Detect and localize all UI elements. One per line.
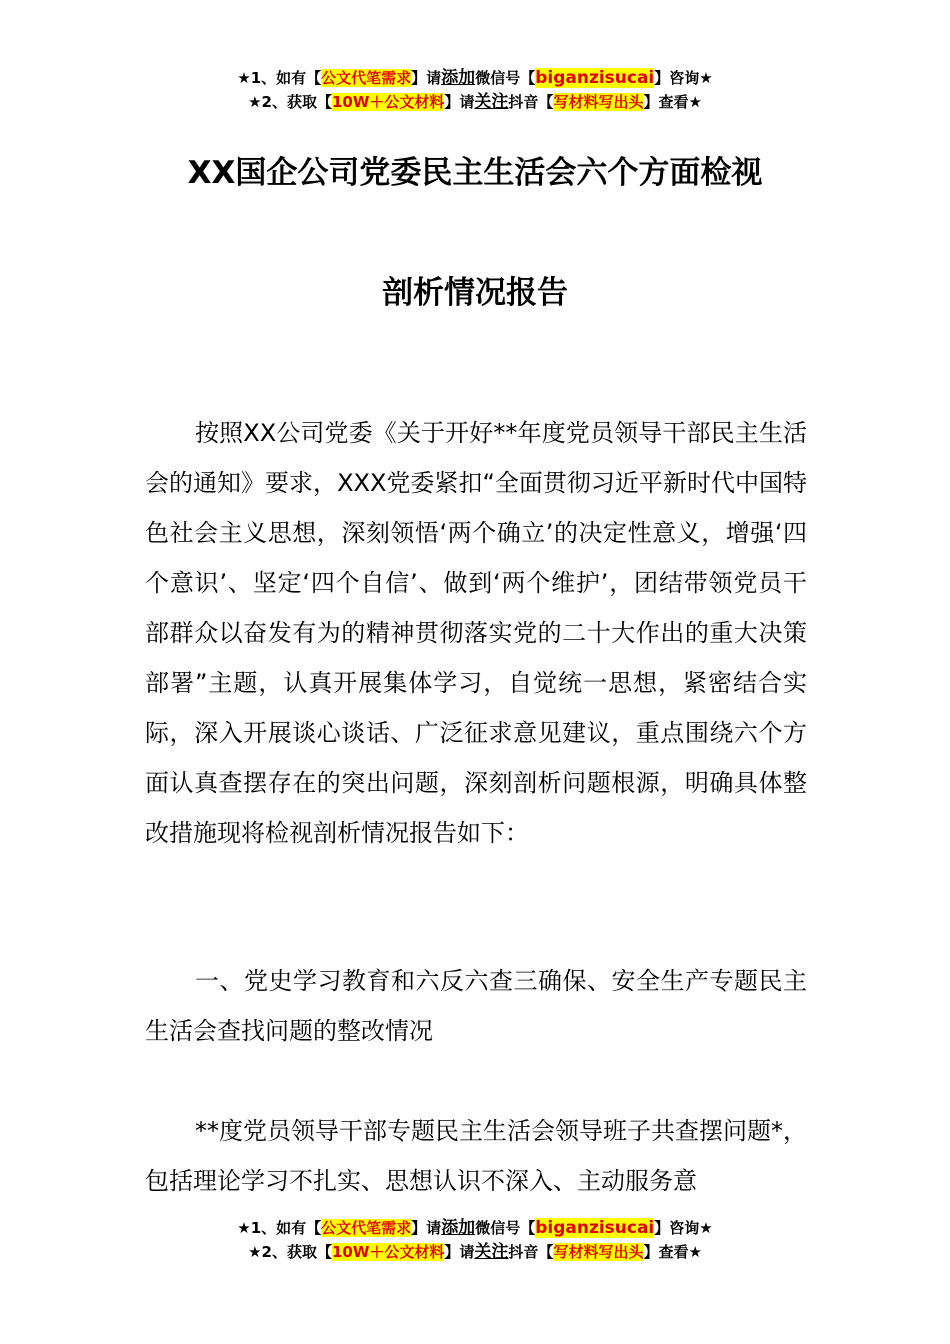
banner-text: 】请 (411, 1219, 442, 1237)
banner-douyin-id: 写材料写出头 (553, 1243, 644, 1261)
banner-text: 抖音【 (508, 93, 554, 111)
banner-highlight: 10W＋公文材料 (331, 1243, 445, 1261)
body-paragraph-intro: 按照XX公司党委《关于开好**年度党员领导干部民主生活会的通知》要求，XXX党委紧扣“全面贯彻习近平新时代中国特色社会主义思想，深刻领悟‘两个确立’的决定性意义，增强‘四个意识’、坚定‘四个自信’、做到‘两个维护’，团结带领党员干部群众以奋发有为的精神贯彻落实党的二十大作出的重大决策部署”主题，认真开展集体学习，自觉统一思想，紧密结合实际，深入开展谈心谈话、广泛征求意见建议，重点围绕六个方面认真查摆存在的突出问题，深刻剖析问题根源，明确具体整改措施现将检视剖析情况报告如下： (145, 419, 807, 847)
banner-text: 】请 (444, 1243, 475, 1261)
banner-text: 微信号【 (475, 1219, 536, 1237)
banner-highlight: 公文代笔需求 (321, 69, 412, 87)
banner-text: ★2、获取【 (248, 93, 332, 111)
document-title-line-2: 剖析情况报告 (382, 275, 568, 311)
banner-text: 】查看★ (643, 93, 702, 111)
banner-text: 】请 (411, 69, 442, 87)
header-banner (0, 66, 950, 114)
banner-text: ★2、获取【 (248, 1243, 332, 1261)
banner-text: 】咨询★ (654, 1219, 713, 1237)
banner-line-1 (0, 66, 950, 90)
banner-text: ★1、如有【 (237, 69, 322, 87)
banner-underlined: 关注 (474, 92, 509, 112)
body-paragraph-section-1: **度党员领导干部专题民主生活会领导班子共查摆问题*，包括理论学习不扎实、思想认识不深入、主动服务意 (145, 1117, 807, 1195)
document-title-line-1: XX国企公司党委民主生活会六个方面检视 (187, 155, 763, 191)
section-heading-1: 一、党史学习教育和六反六查三确保、安全生产专题民主生活会查找问题的整改情况 (145, 967, 807, 1045)
banner-highlight: 10W＋公文材料 (331, 93, 445, 111)
banner-text: 】查看★ (643, 1243, 702, 1261)
banner-underlined: 关注 (474, 1242, 509, 1262)
banner-wechat-id: biganzisucai (535, 1218, 655, 1238)
banner-wechat-id: biganzisucai (535, 68, 655, 88)
banner-highlight: 公文代笔需求 (321, 1219, 412, 1237)
banner-line-2 (0, 1240, 950, 1264)
banner-text: 】请 (444, 93, 475, 111)
banner-text: ★1、如有【 (237, 1219, 322, 1237)
banner-text: 微信号【 (475, 69, 536, 87)
banner-line-2 (0, 90, 950, 114)
banner-underlined: 添加 (441, 1218, 476, 1238)
banner-douyin-id: 写材料写出头 (553, 93, 644, 111)
banner-underlined: 添加 (441, 68, 476, 88)
banner-text: 抖音【 (508, 1243, 554, 1261)
banner-text: 】咨询★ (654, 69, 713, 87)
footer-banner (0, 1216, 950, 1264)
banner-line-1 (0, 1216, 950, 1240)
